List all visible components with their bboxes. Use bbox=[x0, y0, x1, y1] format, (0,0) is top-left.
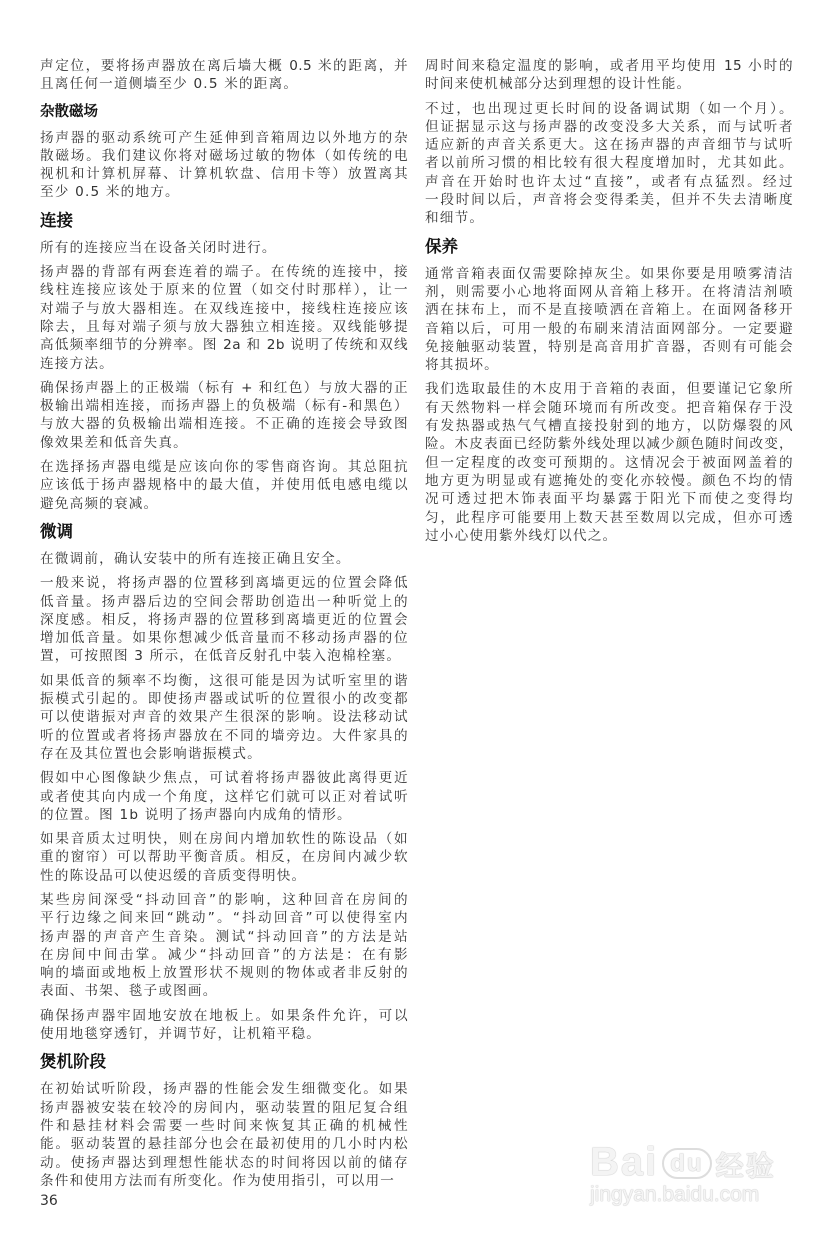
text-line: 平行边缘之间来回“跳动”。“抖动回音”可以使得室内 bbox=[40, 910, 408, 927]
paragraph bbox=[40, 769, 408, 824]
text-line: 我们选取最佳的木皮用于音箱的表面，但要谨记它象所 bbox=[425, 381, 793, 398]
text-line: 深度感。相反，将扬声器的位置移到离墙更近的位置会 bbox=[40, 611, 408, 628]
paragraph bbox=[40, 379, 408, 452]
section-heading: 煲机阶段 bbox=[40, 1052, 106, 1072]
paragraph bbox=[40, 550, 408, 568]
text-line: 对端子与放大器相连。在双线连接中，接线柱连接应该 bbox=[40, 300, 408, 317]
paragraph bbox=[40, 1080, 408, 1190]
text-line: 在房间中间击掌。减少“抖动回音”的方法是：在有影 bbox=[40, 946, 408, 963]
text-line: 确保扬声器上的正极端（标有 + 和红色）与放大器的正 bbox=[40, 379, 408, 396]
text-line: 洒在抹布上，而不是直接喷洒在音箱上。在面网备移开 bbox=[425, 302, 793, 319]
paragraph bbox=[40, 239, 408, 257]
text-line: 扬声器被安装在较冷的房间内，驱动装置的阻尼复合组 bbox=[40, 1099, 408, 1116]
section-heading: 杂散磁场 bbox=[40, 103, 98, 120]
text-line: 所有的连接应当在设备关闭时进行。 bbox=[40, 239, 277, 256]
text-line: 如果低音的频率不均衡，这很可能是因为试听室里的谐 bbox=[40, 672, 408, 689]
text-line: 不过，也出现过更长时间的设备调试期（如一个月）。 bbox=[425, 100, 793, 117]
watermark-paw-du: du bbox=[662, 1148, 711, 1179]
text-line: 扬声器的声音产生音染。测试“抖动回音”的方法是站 bbox=[40, 928, 408, 945]
text-line: 一段时间以后，声音将会变得柔美，但并不失去清晰度 bbox=[425, 192, 793, 209]
text-line: 除去，且每对端子须与放大器独立相连接。双线能够提 bbox=[40, 318, 408, 335]
text-line: 者以前所习惯的相比较有很大程度增加时，尤其如此。 bbox=[425, 155, 793, 172]
text-line: 性的陈设品可以使迟缓的音质变得明快。 bbox=[40, 867, 307, 884]
text-line: 视机和计算机屏幕、计算机软盘、信用卡等）放置离其 bbox=[40, 166, 408, 183]
text-line: 一般来说，将扬声器的位置移到离墙更远的位置会降低 bbox=[40, 575, 408, 592]
text-line: 至少 0.5 米的地方。 bbox=[40, 184, 180, 201]
paragraph bbox=[425, 265, 793, 375]
paragraph bbox=[40, 1007, 408, 1044]
text-line: 与放大器的负极输出端相连接。不正确的连接会导致图 bbox=[40, 416, 408, 433]
paragraph bbox=[425, 100, 793, 228]
text-line: 匀，此程序可能要用上数天甚至数周以完成，但亦可透 bbox=[425, 509, 793, 526]
section-heading: 连接 bbox=[40, 210, 73, 230]
paragraph bbox=[425, 57, 793, 94]
text-line: 如果音质太过明快，则在房间内增加软性的陈设品（如 bbox=[40, 831, 408, 848]
text-line: 声音在开始时也许太过“直接”，或者有点猛烈。经过 bbox=[425, 173, 793, 190]
text-line: 某些房间深受“抖动回音”的影响，这种回音在房间的 bbox=[40, 891, 408, 908]
text-line: 扬声器的驱动系统可产生延伸到音箱周边以外地方的杂 bbox=[40, 129, 408, 146]
paragraph bbox=[40, 574, 408, 665]
watermark-brand-cn: 经验 bbox=[715, 1150, 776, 1182]
text-line: 通常音箱表面仅需要除掉灰尘。如果你要是用喷雾清洁 bbox=[425, 265, 793, 282]
text-line: 扬声器的背部有两套连着的端子。在传统的连接中，接 bbox=[40, 264, 408, 281]
text-line: 且离任何一道侧墙至少 0.5 米的距离。 bbox=[40, 76, 299, 93]
text-line: 重的窗帘）可以帮助平衡音质。相反，在房间内减少软 bbox=[40, 849, 408, 866]
section-heading: 保养 bbox=[425, 236, 458, 256]
text-line: 有发热器或热气气槽直接投射到的地方，以防爆裂的风 bbox=[425, 418, 793, 435]
paragraph bbox=[425, 380, 793, 545]
watermark-url: jingyan.baidu.com bbox=[590, 1183, 760, 1206]
text-line: 声定位，要将扬声器放在离后墙大概 0.5 米的距离，并 bbox=[40, 58, 408, 74]
text-line: 散磁场。我们建议你将对磁场过敏的物体（如传统的电 bbox=[40, 147, 408, 164]
text-line: 假如中心图像缺少焦点，可试着将扬声器彼此离得更近 bbox=[40, 770, 408, 787]
text-line: 险。木皮表面已经防紫外线处理以减少颜色随时间改变， bbox=[425, 436, 793, 453]
text-line: 在微调前，确认安装中的所有连接正确且安全。 bbox=[40, 550, 351, 567]
text-line: 像效果差和低音失真。 bbox=[40, 434, 188, 451]
text-line: 适应新的声音关系更大。这在扬声器的声音细节与试听 bbox=[425, 137, 793, 154]
text-line: 能。驱动装置的悬挂部分也会在最初使用的几小时内松 bbox=[40, 1136, 408, 1153]
text-line: 件和悬挂材料会需要一些时间来恢复其正确的机械性 bbox=[40, 1117, 408, 1134]
text-line: 响的墙面或地板上放置形状不规则的物体或者非反射的 bbox=[40, 965, 408, 982]
paragraph bbox=[40, 891, 408, 1001]
paragraph bbox=[40, 458, 408, 513]
right-column bbox=[425, 57, 793, 551]
watermark-brand-a: Bai bbox=[590, 1140, 659, 1184]
text-line: 避免高频的衰减。 bbox=[40, 495, 159, 512]
text-line: 在初始试听阶段，扬声器的性能会发生细微变化。如果 bbox=[40, 1081, 408, 1098]
text-line: 动。使扬声器达到理想性能状态的时间将因以前的储存 bbox=[40, 1154, 408, 1171]
paragraph bbox=[40, 830, 408, 885]
paragraph bbox=[40, 129, 408, 202]
text-line: 可以使谐振对声音的效果产生很深的影响。设法移动试 bbox=[40, 709, 408, 726]
text-line: 或者使其向内成一个角度，这样它们就可以正对着试听 bbox=[40, 788, 408, 805]
page-number: 36 bbox=[40, 1193, 58, 1209]
text-line: 有天然物料一样会随环境而有所改变。把音箱保存于没 bbox=[425, 399, 793, 416]
text-line: 剂，则需要小心地将面网从音箱上移开。在将清洁剂喷 bbox=[425, 283, 793, 300]
text-line: 低音量。扬声器后边的空间会帮助创造出一种听觉上的 bbox=[40, 593, 408, 610]
text-line: 应该低于扬声器规格中的最大值，并使用低电感电缆以 bbox=[40, 477, 408, 494]
text-line: 使用地毯穿透钉，并调节好，让机箱平稳。 bbox=[40, 1026, 322, 1043]
text-line: 在选择扬声器电缆是应该向你的零售商咨询。其总阻抗 bbox=[40, 459, 408, 476]
text-line: 时间来使机械部分达到理想的设计性能。 bbox=[425, 76, 692, 93]
text-line: 将其损坏。 bbox=[425, 357, 499, 374]
left-column bbox=[40, 57, 408, 1196]
text-line: 周时间来稳定温度的影响，或者用平均使用 15 小时的 bbox=[425, 58, 793, 74]
text-line: 条件和使用方法而有所变化。作为使用指引，可以用一 bbox=[40, 1172, 396, 1189]
text-line: 增加低音量。如果你想减少低音量而不移动扬声器的位 bbox=[40, 630, 408, 647]
paragraph bbox=[40, 263, 408, 373]
text-line: 音箱以后，可用一般的布刷来清洁面网部分。一定要避 bbox=[425, 320, 793, 337]
watermark-logo bbox=[590, 1140, 776, 1185]
text-line: 存在及其位置也会影响谐振模式。 bbox=[40, 745, 262, 762]
text-line: 地方更为明显或有遮掩处的变化亦较慢。颜色不均的情 bbox=[425, 472, 793, 489]
paragraph bbox=[40, 672, 408, 763]
baidu-jingyan-watermark bbox=[590, 1140, 776, 1207]
paragraph bbox=[40, 57, 408, 94]
text-line: 况可透过把木饰表面平均暴露于阳光下而使之变得均 bbox=[425, 491, 793, 508]
text-line: 振模式引起的。即使扬声器或试听的位置很小的改变都 bbox=[40, 691, 408, 708]
text-line: 表面、书架、毯子或图画。 bbox=[40, 983, 218, 1000]
text-line: 听的位置或者将扬声器放在不同的墙旁边。大件家具的 bbox=[40, 727, 408, 744]
text-line: 极输出端相连接，而扬声器上的负极端（标有-和黑色） bbox=[40, 398, 408, 415]
text-line: 线柱连接应该处于原来的位置（如交付时那样），让一 bbox=[40, 282, 408, 299]
text-line: 但证据显示这与扬声器的改变没多大关系，而与试听者 bbox=[425, 118, 793, 135]
text-line: 连接方法。 bbox=[40, 355, 114, 372]
text-line: 确保扬声器牢固地安放在地板上。如果条件允许，可以 bbox=[40, 1007, 408, 1024]
text-line: 的位置。图 1b 说明了扬声器向内成角的情形。 bbox=[40, 806, 352, 823]
text-line: 免接触驱动装置，特别是高音用扩音器，否则有可能会 bbox=[425, 338, 793, 355]
text-line: 但一定程度的改变可预期的。这情况会于被面网盖着的 bbox=[425, 454, 793, 471]
text-line: 高低频率细节的分辨率。图 2a 和 2b 说明了传统和双线 bbox=[40, 337, 408, 354]
text-line: 和细节。 bbox=[425, 210, 485, 227]
text-line: 置，可按照图 3 所示，在低音反射孔中装入泡棉栓塞。 bbox=[40, 648, 402, 665]
text-line: 过小心使用紫外线灯以代之。 bbox=[425, 527, 618, 544]
section-heading: 微调 bbox=[40, 521, 73, 541]
